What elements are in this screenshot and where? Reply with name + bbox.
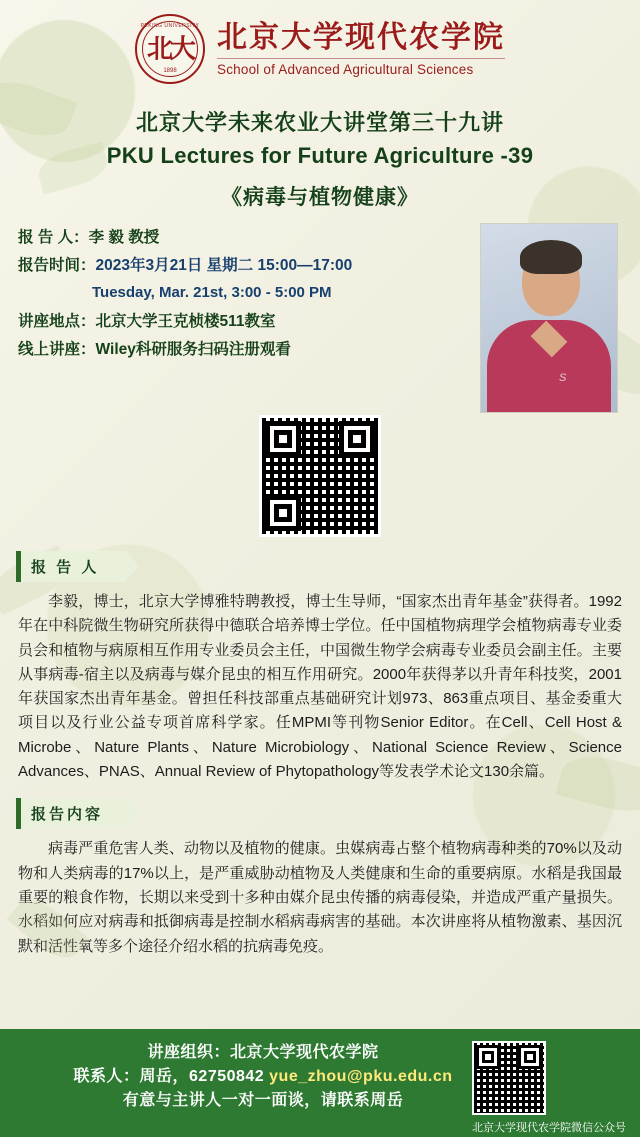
organization-name-en: School of Advanced Agricultural Sciences — [217, 58, 505, 77]
time-label: 报告时间： — [18, 257, 96, 275]
lecture-info-row — [0, 229, 640, 413]
footer-note: 有意与主讲人一对一面谈，请联系周岳 — [122, 1092, 404, 1109]
photo-hair — [520, 240, 582, 274]
time-line-en: Tuesday, Mar. 21st, 3:00 - 5:00 PM — [92, 284, 332, 302]
speaker-value: 李 毅 教授 — [88, 229, 160, 246]
footer-contact-email[interactable]: yue_zhou@pku.edu.cn — [269, 1068, 453, 1085]
seal-year: 1898 — [163, 68, 177, 74]
lecture-topic: 《病毒与植物健康》 — [221, 186, 419, 209]
footer-organizer: 讲座组织：北京大学现代农学院 — [147, 1044, 379, 1061]
speaker-bio-text: 李毅，博士，北京大学博雅特聘教授，博士生导师，“国家杰出青年基金”获得者。1992年在中科院微生物研究所获得中德联合培养博士学位。任中国植物病理学会植物病毒专业委员会和植物与病原相互作用专业委员会主任，中国微生物学会病毒专业委员会副主任。主要从事病毒-宿主以及病毒与媒介昆虫的相互作用研究。2000年获得茅以升青年科技奖，2001年获国家杰出青年基金。曾担任科技部重点基础研究计划973、863重点项目、基金委重大项目以及行业公益专项首席科学家。任MPMI等刊物Senior Editor。在Cell、Cell Host & Microbe、Nature Plants、Nature Microbiology、National Science Review、Science Advances、PNAS、Annual Review of Phytopathology等发表学术论文130余篇。 — [18, 593, 622, 781]
wechat-qr-caption: 北京大学现代农学院微信公众号 — [472, 1122, 626, 1134]
registration-qr-wrap — [0, 415, 640, 537]
online-value: Wiley科研服务扫码注册观看 — [95, 340, 291, 358]
section-tag-abstract: 报告内容 — [16, 798, 129, 829]
speaker-label: 报 告 人： — [18, 229, 89, 246]
pku-seal-icon — [135, 14, 205, 84]
registration-qr-code[interactable] — [259, 415, 381, 537]
footer-contact-label: 联系人： — [73, 1068, 140, 1085]
online-line — [18, 341, 480, 358]
section-tag-speaker: 报 告 人 — [16, 551, 125, 582]
wechat-qr-code[interactable] — [472, 1041, 546, 1115]
speaker-photo — [480, 223, 618, 413]
organization-name-cn: 北京大学现代农学院 — [217, 21, 505, 54]
title-block — [0, 106, 640, 211]
seal-glyph: 北大 — [146, 33, 193, 64]
poster-footer — [0, 1029, 640, 1137]
online-label: 线上讲座： — [18, 340, 96, 358]
qr-finder-bottom-left — [265, 495, 301, 531]
wechat-qr-box — [472, 1041, 626, 1135]
lecture-abstract-text: 病毒严重危害人类、动物以及植物的健康。虫媒病毒占整个植物病毒种类的70%以及动物和人类病毒的17%以上，是严重威胁动植物及人类健康和生命的重要病原。水稻是我国最重要的粮食作物，长期以来受到十多种由媒介昆虫传播的病毒侵染，并造成严重产量损失。水稻如何应对病毒和抵御病毒是控制水稻病毒病害的基础。本次讲座将从植物激素、基因沉默和活性氧等多个途径介绍水稻的抗病毒免疫。 — [18, 840, 622, 955]
header-titles — [217, 21, 505, 77]
time-line — [18, 257, 480, 274]
seal-ring-text: PEKING UNIVERSITY — [140, 23, 200, 29]
lecture-series-title-en: PKU Lectures for Future Agriculture -39 — [106, 143, 534, 168]
venue-label: 讲座地点： — [18, 312, 96, 330]
photo-shirt-logo: S — [559, 372, 567, 384]
poster-header — [0, 0, 640, 92]
venue-line — [18, 313, 480, 330]
lecture-series-title-cn: 北京大学未来农业大讲堂第三十九讲 — [135, 110, 504, 135]
footer-contact-value: 周岳，62750842 — [139, 1068, 270, 1085]
footer-text — [14, 1041, 472, 1113]
time-value: 2023年3月21日 星期二 15:00—17:00 — [95, 257, 353, 275]
footer-contact — [54, 1065, 472, 1089]
venue-value: 北京大学王克桢楼511教室 — [95, 312, 276, 330]
lecture-info — [18, 229, 480, 413]
footer-inner — [14, 1041, 626, 1134]
speaker-line — [18, 229, 480, 246]
